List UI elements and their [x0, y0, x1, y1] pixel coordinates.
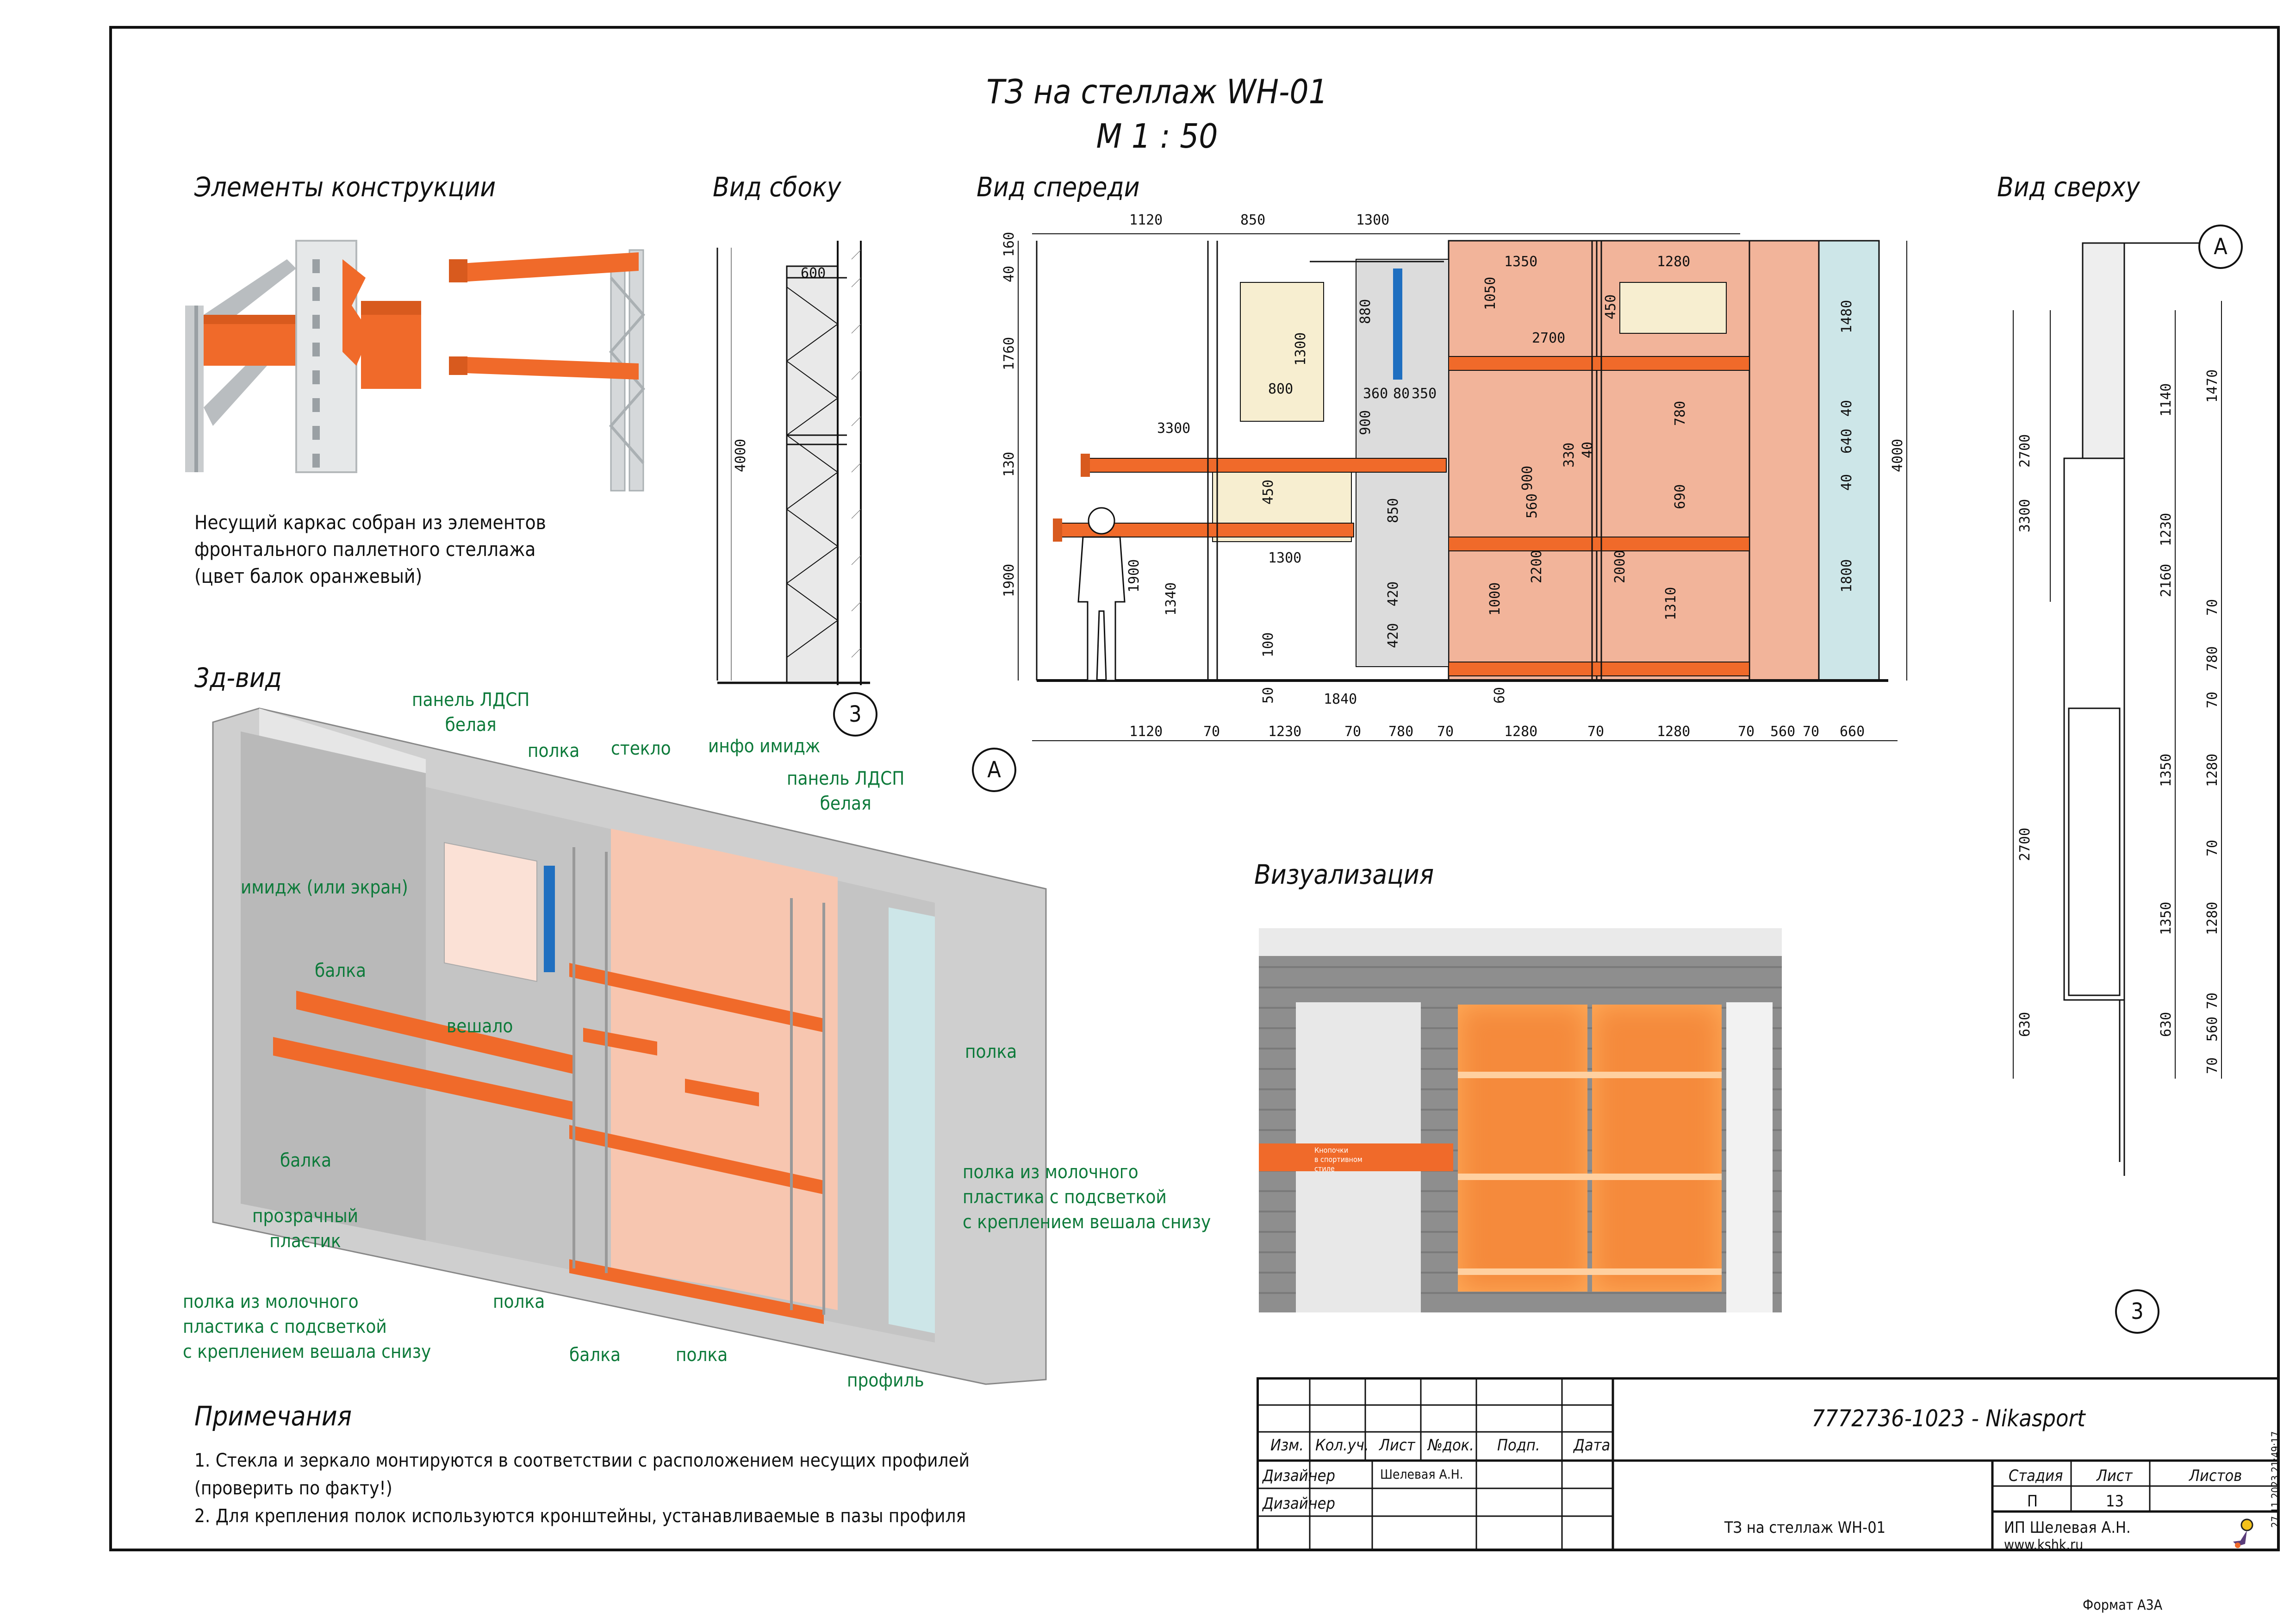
svg-text:70: 70	[1587, 724, 1605, 740]
svg-text:1230: 1230	[2158, 512, 2174, 546]
svg-text:900: 900	[1357, 410, 1374, 435]
svg-text:70: 70	[2204, 1057, 2221, 1074]
svg-text:450: 450	[1260, 479, 1276, 505]
visualization-render	[1259, 928, 1782, 1312]
svg-text:1470: 1470	[2204, 369, 2221, 403]
tb-list: 13	[2106, 1492, 2124, 1511]
section-side-title: Вид сбоку	[713, 171, 841, 203]
svg-text:1230: 1230	[1268, 724, 1302, 740]
rack-element-frame	[449, 250, 643, 491]
svg-text:1350: 1350	[1504, 254, 1538, 270]
label-balka-1: балка	[315, 960, 367, 981]
svg-text:70: 70	[2204, 839, 2221, 856]
svg-text:160: 160	[1001, 231, 1017, 257]
svg-text:360: 360	[1363, 386, 1388, 402]
svg-text:780: 780	[1388, 724, 1414, 740]
front-view	[1018, 234, 1907, 741]
svg-text:2700: 2700	[1532, 330, 1566, 346]
label-steklo: стекло	[611, 738, 671, 759]
tb-header-podp: Подп.	[1497, 1436, 1540, 1455]
svg-text:560: 560	[2204, 1016, 2221, 1042]
svg-text:630: 630	[2017, 1012, 2033, 1037]
section-top-title: Вид сверху	[1997, 171, 2140, 203]
rack-element-closeup	[185, 241, 421, 472]
label-milk-shelf-right: полка из молочного пластика с подсветкой с креплением вешала снизу	[963, 1162, 1211, 1233]
section-marker-3-side: 3	[833, 692, 877, 737]
section-marker-a-front: А	[972, 748, 1016, 792]
svg-text:1300: 1300	[1293, 332, 1309, 366]
svg-text:690: 690	[1672, 484, 1688, 509]
tb-name-1: Шелевая А.Н.	[1380, 1467, 1463, 1482]
svg-text:4000: 4000	[1890, 438, 1906, 472]
svg-text:70: 70	[2204, 599, 2221, 616]
svg-text:560: 560	[1770, 724, 1796, 740]
tb-header-doc: №док.	[1428, 1436, 1474, 1455]
label-veshalo: вешало	[447, 1016, 513, 1037]
section-notes-title: Примечания	[194, 1400, 352, 1432]
section-visual-title: Визуализация	[1254, 859, 1434, 890]
svg-text:60: 60	[1492, 687, 1508, 704]
svg-text:1800: 1800	[1839, 559, 1855, 593]
format-label: Формат А3А	[2083, 1597, 2163, 1613]
label-panel-ldsp-2: панель ЛДСП белая	[787, 768, 905, 814]
svg-text:850: 850	[1240, 212, 1266, 228]
front-dims-bottom	[1129, 724, 1865, 740]
svg-text:880: 880	[1357, 299, 1374, 324]
svg-text:50: 50	[1260, 687, 1276, 704]
tb-role-2: Дизайнер	[1263, 1494, 1335, 1513]
tb-sheet-name: ТЗ на стеллаж WH-01	[1724, 1518, 1886, 1537]
svg-text:350: 350	[1412, 386, 1437, 402]
svg-text:1350: 1350	[2158, 753, 2174, 787]
svg-text:1280: 1280	[1657, 724, 1691, 740]
section-front-title: Вид спереди	[977, 171, 1140, 203]
svg-text:1120: 1120	[1129, 212, 1163, 228]
frame-description: Несущий каркас собран из элементов фронтального паллетного стеллажа (цвет балок оранжевый)	[194, 511, 546, 587]
label-polka-top: полка	[528, 740, 580, 762]
svg-text:1050: 1050	[1482, 276, 1499, 310]
svg-text:1300: 1300	[1356, 212, 1390, 228]
svg-text:1840: 1840	[1324, 691, 1357, 707]
label-info-image: инфо имидж	[708, 736, 821, 757]
svg-text:780: 780	[1672, 400, 1688, 426]
svg-text:640: 640	[1839, 428, 1855, 454]
svg-text:420: 420	[1385, 623, 1401, 648]
svg-text:1310: 1310	[1663, 587, 1679, 620]
notes-list: 1. Стекла и зеркало монтируются в соответствии с расположением несущих профилей (проверить по факту!) 2. Для крепления полок используются кронштейны, устанавливаемые в пазы профиля	[194, 1450, 970, 1527]
label-image-screen: имидж (или экран)	[241, 877, 408, 898]
tb-header-list: Лист	[1379, 1436, 1415, 1455]
svg-text:2000: 2000	[1612, 550, 1628, 583]
front-dims-left	[1001, 232, 1017, 597]
svg-text:1760: 1760	[1001, 337, 1017, 370]
svg-text:2200: 2200	[1529, 550, 1545, 583]
svg-text:1280: 1280	[2204, 753, 2221, 787]
svg-text:1280: 1280	[1504, 724, 1538, 740]
svg-text:1350: 1350	[2158, 901, 2174, 935]
drawing-title: ТЗ на стеллаж WH-01 М 1 : 50	[986, 72, 1328, 156]
svg-text:1280: 1280	[2204, 901, 2221, 935]
svg-text:1000: 1000	[1487, 582, 1503, 616]
visual-sign-text: Кнопочки в спортивном стиле	[1314, 1146, 1363, 1173]
svg-text:780: 780	[2204, 646, 2221, 671]
label-panel-ldsp-1: панель ЛДСП белая	[412, 689, 530, 736]
svg-text:450: 450	[1603, 294, 1619, 319]
view-3d	[213, 708, 1046, 1384]
svg-text:70: 70	[1437, 724, 1454, 740]
svg-text:2700: 2700	[2017, 434, 2033, 468]
label-balka-2: балка	[280, 1150, 332, 1171]
side-dim-width: 600	[801, 265, 826, 281]
svg-text:100: 100	[1260, 632, 1276, 657]
svg-text:1300: 1300	[1268, 550, 1302, 566]
label-milk-shelf-left: полка из молочного пластика с подсветкой с креплением вешала снизу	[183, 1291, 431, 1362]
svg-text:560: 560	[1524, 493, 1540, 518]
svg-text:1280: 1280	[1657, 254, 1691, 270]
label-polka-bottom: полка	[493, 1291, 545, 1312]
label-polka-bottom-2: полка	[676, 1344, 728, 1366]
svg-text:70: 70	[2204, 691, 2221, 708]
svg-text:70: 70	[1738, 724, 1755, 740]
label-polka-right: полка	[965, 1041, 1017, 1062]
tb-header-izm: Изм.	[1270, 1436, 1304, 1455]
svg-text:40: 40	[1839, 474, 1855, 491]
svg-text:3300: 3300	[1157, 420, 1191, 437]
svg-text:630: 630	[2158, 1012, 2174, 1037]
section-marker-3-top: 3	[2115, 1289, 2159, 1334]
label-transparent-plastic: прозрачный пластик	[252, 1206, 359, 1252]
tb-project: 7772736-1023 - Nikasport	[1811, 1405, 2085, 1432]
section-marker-a-top: А	[2198, 225, 2243, 269]
print-date: 27.11.2023 21:49:17	[2270, 1431, 2282, 1528]
svg-text:1140: 1140	[2158, 383, 2174, 417]
section-3d-title: 3д-вид	[194, 662, 282, 693]
svg-text:1900: 1900	[1001, 563, 1017, 597]
tb-header-kolvo: Кол.уч.	[1315, 1436, 1369, 1455]
top-view	[2013, 243, 2221, 1176]
svg-text:1340: 1340	[1163, 582, 1179, 616]
svg-text:70: 70	[1203, 724, 1220, 740]
svg-text:40: 40	[1001, 265, 1017, 282]
svg-text:1120: 1120	[1129, 724, 1163, 740]
svg-text:2700: 2700	[2017, 827, 2033, 861]
tb-list-header: Лист	[2097, 1467, 2133, 1485]
svg-text:70: 70	[1344, 724, 1362, 740]
title-block	[1257, 1377, 2279, 1551]
svg-text:40: 40	[1580, 441, 1596, 458]
svg-text:900: 900	[1519, 465, 1536, 491]
svg-text:80: 80	[1393, 386, 1410, 402]
svg-text:70: 70	[2204, 992, 2221, 1009]
svg-text:660: 660	[1840, 724, 1865, 740]
svg-text:40: 40	[1839, 400, 1855, 417]
tb-role-1: Дизайнер	[1263, 1467, 1335, 1485]
tb-company: ИП Шелевая А.Н.	[2004, 1518, 2131, 1537]
tb-stage: П	[2027, 1492, 2038, 1511]
svg-text:70: 70	[1803, 724, 1820, 740]
label-profile: профиль	[847, 1370, 924, 1391]
tb-site: www.kshk.ru	[2004, 1537, 2084, 1553]
svg-text:800: 800	[1268, 381, 1294, 397]
svg-text:130: 130	[1001, 451, 1017, 477]
svg-text:1480: 1480	[1839, 300, 1855, 333]
svg-text:2160: 2160	[2158, 563, 2174, 597]
company-logo-icon	[2224, 1518, 2261, 1551]
label-balka-3: балка	[569, 1344, 621, 1366]
tb-lists-header: Листов	[2189, 1467, 2242, 1485]
tb-header-date: Дата	[1574, 1436, 1611, 1455]
svg-text:3300: 3300	[2017, 499, 2033, 532]
svg-text:850: 850	[1385, 498, 1401, 523]
side-dim-height: 4000	[733, 438, 749, 472]
svg-text:330: 330	[1561, 442, 1577, 468]
section-elements-title: Элементы конструкции	[194, 171, 496, 203]
svg-text:420: 420	[1385, 581, 1401, 606]
tb-stage-header: Стадия	[2009, 1467, 2063, 1485]
svg-text:1900: 1900	[1126, 559, 1142, 593]
